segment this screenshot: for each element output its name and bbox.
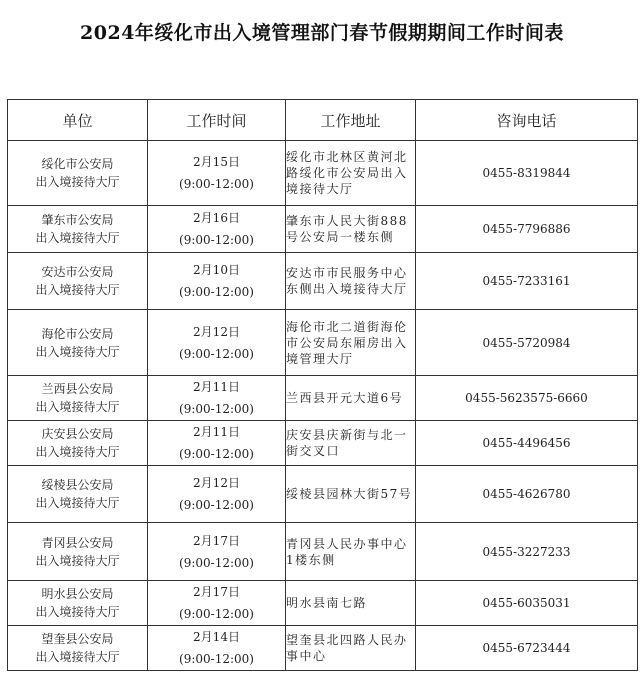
table-row <box>8 466 638 523</box>
schedule-table <box>7 99 638 671</box>
phone-cell: 0455-3227233 <box>416 523 638 581</box>
work-hours: (9:00-12:00) <box>179 607 254 621</box>
address-cell: 青冈县人民办事中心1楼东侧 <box>286 523 416 581</box>
work-hours: (9:00-12:00) <box>179 498 254 512</box>
table-row <box>8 310 638 376</box>
table-row <box>8 581 638 626</box>
address-cell: 海伦市北二道街海伦市公安局东厢房出入境管理大厅 <box>286 310 416 376</box>
table-row <box>8 206 638 253</box>
header-row <box>8 100 638 141</box>
unit-name: 绥化市公安局 <box>41 157 114 171</box>
work-hours: (9:00-12:00) <box>179 233 254 247</box>
phone-cell: 0455-4626780 <box>416 466 638 523</box>
work-date: 2月15日 <box>193 155 240 169</box>
unit-name: 绥棱县公安局 <box>41 478 114 492</box>
work-date: 2月16日 <box>193 211 240 225</box>
unit-cell <box>8 523 148 581</box>
phone-cell: 0455-6035031 <box>416 581 638 626</box>
time-cell <box>148 466 286 523</box>
unit-hall: 出入境接待大厅 <box>35 175 120 189</box>
unit-name: 兰西县公安局 <box>41 382 114 396</box>
work-date: 2月11日 <box>193 425 240 439</box>
unit-hall: 出入境接待大厅 <box>35 445 120 459</box>
header-address: 工作地址 <box>286 100 416 141</box>
work-date: 2月12日 <box>193 476 240 490</box>
time-cell <box>148 141 286 206</box>
work-date: 2月12日 <box>193 324 240 339</box>
time-cell <box>148 581 286 626</box>
phone-cell: 0455-5720984 <box>416 310 638 376</box>
work-hours: (9:00-12:00) <box>179 177 254 191</box>
table-row <box>8 253 638 310</box>
address-cell: 兰西县开元大道6号 <box>286 376 416 421</box>
work-hours: (9:00-12:00) <box>179 285 254 299</box>
address-cell: 肇东市人民大街888号公安局一楼东侧 <box>286 206 416 253</box>
unit-cell <box>8 466 148 523</box>
address-cell: 明水县南七路 <box>286 581 416 626</box>
unit-name: 安达市公安局 <box>41 265 114 279</box>
unit-cell <box>8 310 148 376</box>
time-cell <box>148 376 286 421</box>
work-hours: (9:00-12:00) <box>179 555 254 570</box>
work-date: 2月11日 <box>193 380 240 394</box>
table-row <box>8 141 638 206</box>
address-cell: 绥化市北林区黄河北路绥化市公安局出入境接待大厅 <box>286 141 416 206</box>
unit-cell <box>8 581 148 626</box>
work-date: 2月17日 <box>193 533 240 548</box>
unit-cell <box>8 421 148 466</box>
address-cell: 安达市市民服务中心东侧出入境接待大厅 <box>286 253 416 310</box>
work-hours: (9:00-12:00) <box>179 652 254 666</box>
phone-cell: 0455-7233161 <box>416 253 638 310</box>
work-hours: (9:00-12:00) <box>179 402 254 416</box>
header-phone: 咨询电话 <box>416 100 638 141</box>
time-cell <box>148 421 286 466</box>
work-date: 2月10日 <box>193 263 240 277</box>
table-row <box>8 421 638 466</box>
phone-cell: 0455-4496456 <box>416 421 638 466</box>
unit-name: 海伦市公安局 <box>41 326 114 341</box>
unit-hall: 出入境接待大厅 <box>35 650 120 664</box>
work-hours: (9:00-12:00) <box>179 447 254 461</box>
unit-name: 肇东市公安局 <box>41 213 114 227</box>
time-cell <box>148 253 286 310</box>
address-cell: 绥棱县园林大街57号 <box>286 466 416 523</box>
unit-name: 明水县公安局 <box>41 587 114 601</box>
page-title: 2024年绥化市出入境管理部门春节假期期间工作时间表 <box>80 22 564 44</box>
work-date: 2月14日 <box>193 630 240 644</box>
work-hours: (9:00-12:00) <box>179 346 254 361</box>
unit-cell <box>8 253 148 310</box>
unit-cell <box>8 626 148 671</box>
unit-hall: 出入境接待大厅 <box>35 496 120 510</box>
unit-cell <box>8 206 148 253</box>
time-cell <box>148 206 286 253</box>
address-cell: 望奎县北四路人民办事中心 <box>286 626 416 671</box>
unit-name: 青冈县公安局 <box>41 535 114 550</box>
table-row <box>8 523 638 581</box>
unit-hall: 出入境接待大厅 <box>35 400 120 414</box>
address-cell: 庆安县庆新街与北一街交叉口 <box>286 421 416 466</box>
unit-hall: 出入境接待大厅 <box>35 605 120 619</box>
phone-cell: 0455-6723444 <box>416 626 638 671</box>
unit-name: 望奎县公安局 <box>41 632 114 646</box>
table-row <box>8 376 638 421</box>
header-unit: 单位 <box>8 100 148 141</box>
unit-hall: 出入境接待大厅 <box>35 231 120 245</box>
phone-cell: 0455-7796886 <box>416 206 638 253</box>
unit-hall: 出入境接待大厅 <box>35 344 120 359</box>
unit-hall: 出入境接待大厅 <box>35 283 120 297</box>
work-date: 2月17日 <box>193 585 240 599</box>
time-cell <box>148 626 286 671</box>
unit-hall: 出入境接待大厅 <box>35 553 120 568</box>
unit-cell <box>8 376 148 421</box>
unit-cell <box>8 141 148 206</box>
phone-cell: 0455-5623575-6660 <box>416 376 638 421</box>
phone-cell: 0455-8319844 <box>416 141 638 206</box>
header-time: 工作时间 <box>148 100 286 141</box>
table-row <box>8 626 638 671</box>
time-cell <box>148 310 286 376</box>
unit-name: 庆安县公安局 <box>41 427 114 441</box>
time-cell <box>148 523 286 581</box>
